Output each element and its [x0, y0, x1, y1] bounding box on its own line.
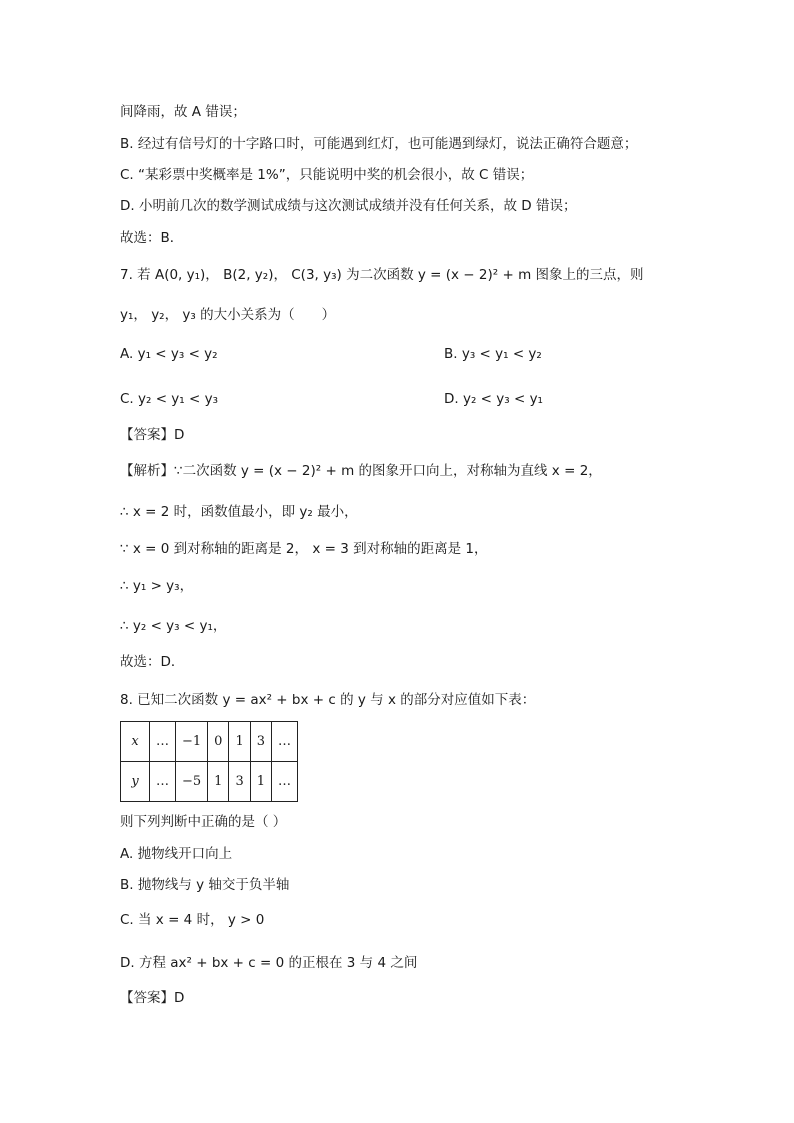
table-cell: 1	[229, 722, 250, 762]
q7-option-c: C. y₂ < y₁ < y₃	[120, 391, 219, 407]
q7-analysis-2: ∴ x = 2 时，函数值最小，即 y₂ 最小，	[120, 504, 358, 520]
table-cell: 3	[229, 762, 250, 802]
q8-option-c: C. 当 x = 4 时， y > 0	[120, 912, 265, 928]
table-cell: x	[121, 722, 150, 762]
table-cell: …	[272, 762, 298, 802]
table-row	[121, 762, 298, 802]
table-cell: 1	[208, 762, 229, 802]
q8-option-b: B. 抛物线与 y 轴交于负半轴	[120, 877, 290, 893]
q8-option-a: A. 抛物线开口向上	[120, 846, 233, 862]
prev-line-b: B. 经过有信号灯的十字路口时，可能遇到红灯，也可能遇到绿灯，说法正确符合题意；	[120, 136, 638, 152]
table-cell: 0	[208, 722, 229, 762]
q8-stem: 8. 已知二次函数 y = ax² + bx + c 的 y 与 x 的部分对应值如下表：	[120, 692, 536, 708]
q7-analysis-5: ∴ y₂ < y₃ < y₁，	[120, 618, 227, 634]
table-cell: −5	[176, 762, 208, 802]
q7-option-b: B. y₃ < y₁ < y₂	[444, 346, 542, 362]
q7-analysis-1: 【解析】∵二次函数 y = (x − 2)² + m 的图象开口向上，对称轴为直线 x = 2，	[120, 463, 602, 479]
table-row	[121, 722, 298, 762]
q7-stem-line1: 7. 若 A(0, y₁)， B(2, y₂)， C(3, y₃) 为二次函数 y = (x − 2)² + m 图象上的三点，则	[120, 267, 644, 283]
table-cell: …	[272, 722, 298, 762]
table-cell: y	[121, 762, 150, 802]
q8-option-d: D. 方程 ax² + bx + c = 0 的正根在 3 与 4 之间	[120, 955, 418, 971]
q8-value-table	[120, 721, 298, 802]
table-cell: …	[150, 762, 176, 802]
q7-analysis-4: ∴ y₁ > y₃，	[120, 578, 194, 594]
q7-option-a: A. y₁ < y₃ < y₂	[120, 346, 218, 362]
q8-prompt: 则下列判断中正确的是（ ）	[120, 814, 287, 830]
table-cell: 3	[250, 722, 271, 762]
prev-line-c: C. “某彩票中奖概率是 1%”，只能说明中奖的机会很小，故 C 错误；	[120, 167, 534, 183]
q8-answer: 【答案】D	[120, 990, 185, 1006]
q7-choose: 故选：D．	[120, 654, 185, 670]
table-cell: …	[150, 722, 176, 762]
prev-line-d: D. 小明前几次的数学测试成绩与这次测试成绩并没有任何关系，故 D 错误；	[120, 198, 577, 214]
q7-option-d: D. y₂ < y₃ < y₁	[444, 391, 543, 407]
prev-line-a: 间降雨，故 A 错误；	[120, 104, 246, 120]
prev-choose: 故选：B．	[120, 230, 184, 246]
table-cell: −1	[176, 722, 208, 762]
table-cell: 1	[250, 762, 271, 802]
q7-stem-line2: y₁， y₂， y₃ 的大小关系为（ ）	[120, 307, 336, 323]
q7-analysis-3: ∵ x = 0 到对称轴的距离是 2， x = 3 到对称轴的距离是 1，	[120, 541, 488, 557]
q7-answer: 【答案】D	[120, 427, 185, 443]
